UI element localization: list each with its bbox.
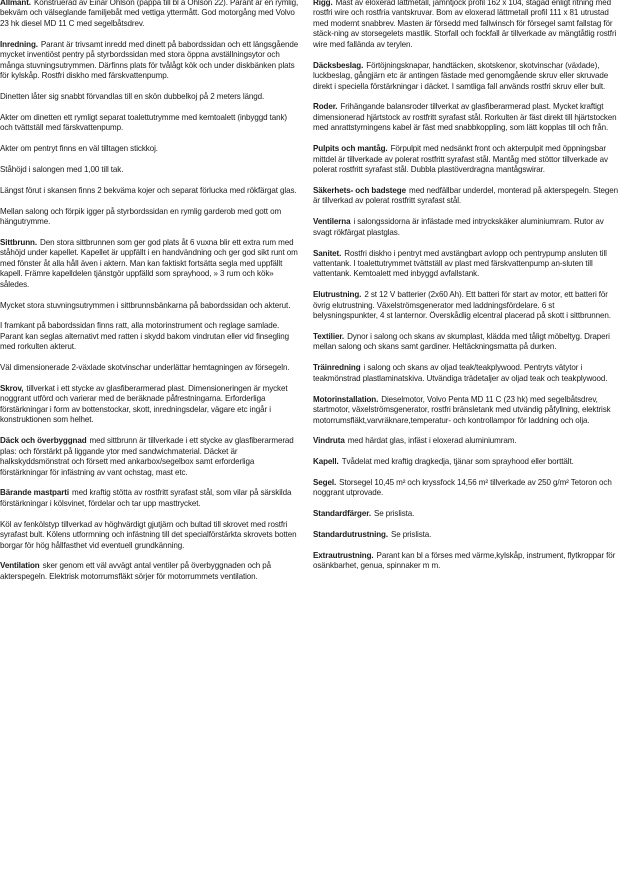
section-heading: Standardutrustning.	[313, 530, 388, 540]
section-heading: Kapell.	[313, 457, 339, 467]
section-heading: Allmänt.	[0, 0, 31, 7]
paragraph-text: Förtöjningsknapar, handtäcken, skotskenor, skotvinschar (växlade), luckbeslag, gångjärn etc är antingen fästade med genomgående skruv eller skruvade direkt i speciella förstärkningar i däcket. I samtliga fall används rostfri skruv eller bult.	[313, 60, 609, 91]
section-heading: Elutrustning.	[313, 290, 362, 300]
section-motorinstallation	[313, 395, 618, 426]
paragraph-text: Ståhöjd i salongen med 1,00 till tak.	[0, 164, 124, 174]
paragraph-text: Parant kan bl a förses med värme,kylskåp, instrument, flytkroppar för osänkbarhet, genua, spinnaker m m.	[313, 551, 616, 571]
section-standardfarger	[313, 509, 618, 519]
paragraph-text: Rostfri diskho i pentryt med avstängbart avlopp och pentrypump ansluten till vattentank. I toalettutrymmet tvättställ av plast med färskvattenpump an-sluten till vattentank. Kemtoalett med inbyggd avfallstank.	[313, 248, 607, 279]
section-sakerhets-och-badstege	[313, 186, 618, 207]
paragraph-text: sker genom ett väl avvägt antal ventiler på överbyggnaden och på akterspegeln. Elektrisk motorrumsfläkt sörjer för motorrummets ventilation.	[0, 561, 272, 581]
section-heading: Roder.	[313, 102, 338, 112]
paragraph-text: Mycket stora stuvningsutrymmen i sittbrunnsbänkarna på babordssidan och akterut.	[0, 300, 291, 310]
paragraph-text: Längst förut i skansen finns 2 bekväma kojer och separat förlucka med rökfärgat glas.	[0, 185, 297, 195]
paragraph-text: i salongssidorna är infästade med intryckskäker aluminiumram. Rutor av svagt rökfärgat plastglas.	[313, 217, 604, 237]
paragraph-text: Köl av fenkölstyp tillverkad av höghvärdigt gjutjärn och bultad till skrovet med rostfri syrafast bult. Kölens utformning och infästning till det specialförstärkta skrovets botten borgar för hög hållfasthet vid eventuell grundkänning.	[0, 519, 297, 550]
section-heading: Standardfärger.	[313, 509, 371, 519]
section-elutrustning	[313, 290, 618, 321]
body-paragraph	[0, 363, 300, 373]
section-heading: Extrautrustning.	[313, 551, 374, 561]
paragraph-text: i salong och skans av oljad teak/teakplywood. Pentryts vätytor i teakmönstrad plastlaminatskiva. Utvändiga trädetaljer av oljad teak och teakplywood.	[313, 363, 608, 383]
section-pulpits-och-mantag	[313, 144, 618, 175]
body-paragraph	[0, 186, 300, 196]
paragraph-text: Konstruerad av Einar Ohlson (pappa till bl a Ohlson 22). Parant är en rymlig, bekväm och välseglande familjebåt med vettiga yttermått. God motorgång med Volvo 23 hk diesel MD 11 C med segelbåtsdrev.	[0, 0, 299, 28]
paragraph-text: Akter om pentryt finns en väl tilltagen stickkoj.	[0, 144, 158, 154]
section-heading: Däck och överbyggnad	[0, 436, 87, 446]
section-sittbrunn	[0, 238, 300, 290]
paragraph-text: I framkant på babordssidan finns ratt, alla motorinstrument och reglage samlade. Parant kan seglas alternativt med ratten i skydd bakom vindrutan eller vid finsegling med rorkulten akterut.	[0, 321, 289, 352]
section-heading: Säkerhets- och badstege	[313, 185, 406, 195]
paragraph-text: Se prislista.	[373, 509, 415, 519]
section-heading: Sanitet.	[313, 248, 342, 258]
section-heading: Textilier.	[313, 332, 345, 341]
left-text-column	[0, 0, 300, 875]
section-vindruta	[313, 436, 618, 446]
section-extrautrustning	[313, 551, 618, 572]
paragraph-text: med härdat glas, infäst i eloxerad aluminiumram.	[347, 436, 517, 446]
section-dacksbeslag	[313, 61, 618, 92]
paragraph-text: Se prislista.	[391, 530, 432, 540]
section-heading: Pulpits och mantåg.	[313, 144, 388, 154]
section-kapell	[313, 457, 618, 467]
section-sanitet	[313, 249, 618, 280]
section-allmant	[0, 0, 300, 29]
paragraph-text: Dynor i salong och skans av skumplast, klädda med tåligt möbeltyg. Draperi mellan salong och skans samt gardiner. Heltäckningsmatta på durken.	[313, 332, 610, 352]
paragraph-text: Frihängande balansroder tillverkat av glasfiberarmerad plast. Mycket kraftigt dimensionerad hjärtstock av rostfritt syrafast stål. Rorkulten är fäst direkt till hjärtstocken med anrattstyrningens kabel är fäst med snabbkoppling, som lätt kopplas till och från.	[313, 102, 617, 133]
body-paragraph	[0, 520, 300, 551]
paragraph-text: Den stora sittbrunnen som ger god plats åt 6 vuxna blir ett extra rum med ståhöjd under kapellet. Kapellet är uppfällt i en handvändning och ger god sikt runt om med fönster åt alla håll även i aktern. Man kan faktiskt fortsätta segla med uppfällt kapell. Främre kapelldelen tjänstgör uppfälld som sprayhood, » 3 rum och kök» således.	[0, 237, 298, 289]
section-trainredning	[313, 363, 618, 384]
paragraph-text: Parant är trivsamt inredd med dinett på babordssidan och ett längsgående mycket inventiöst pentry på styrbordssidan med stora öppna avställningsytor och många stuvningsutrymmen. Därfinns plats för tvålågt kök och under diskbänken plats för kylskåp. Rostfri diskho med färskvattenpump.	[0, 39, 299, 81]
section-heading: Bärande mastparti	[0, 488, 69, 498]
paragraph-text: tillverkat i ett stycke av glasfiberarmerad plast. Dimensioneringen är mycket noggrant utförd och varierar med de beräknade påfrestningarna. Erforderliga förstärkningar i form av bottenstockar, skott, inredningsdelar, vägare etc ingår i konstruktionen som helhet.	[0, 384, 288, 425]
body-paragraph	[0, 144, 300, 154]
section-heading: Inredning.	[0, 39, 38, 49]
paragraph-text: med kraftig stötta av rostfritt syrafast stål, som vilar på särskilda förstärkningar i kölsvinet, fördelar och tar upp masttrycket.	[0, 488, 292, 508]
section-heading: Motorinstallation.	[313, 394, 379, 404]
paragraph-text: Dieselmotor, Volvo Penta MD 11 C (23 hk) med segelbåtsdrev, startmotor, växelströmsgenerator, rostfri bränsletank med utvändig påfyllning, elektrisk motorrumsfläkt,varvräknare,temperatur- och kontrollampor för laddning och olja.	[313, 394, 611, 425]
paragraph-text: Väl dimensionerade 2-växlade skotvinschar underlättar hemtagningen av försegeln.	[0, 363, 290, 373]
section-standardutrustning	[313, 530, 618, 540]
section-heading: Rigg.	[313, 0, 333, 7]
section-skrov	[0, 384, 300, 426]
body-paragraph	[0, 207, 300, 228]
section-heading: Segel.	[313, 478, 337, 488]
section-roder	[313, 102, 618, 133]
section-heading: Vindruta	[313, 436, 345, 446]
body-paragraph	[0, 113, 300, 134]
right-text-column	[313, 0, 618, 875]
section-heading: Skrov,	[0, 384, 24, 394]
section-heading: Däcksbeslag.	[313, 60, 364, 70]
body-paragraph	[0, 165, 300, 175]
paragraph-text: med nedfällbar underdel, monterad på akterspegeln. Stegen är tillverkad av polerat rostfritt syrafast stål.	[313, 185, 618, 206]
paragraph-text: 2 st 12 V batterier (2x60 Ah). Ett batteri för start av motor, ett batteri för övrig elutrustning. Växelströmsgenerator med laddningsfördelare. 6 st belysningspunkter, 4 st lanternor. Överskådlig elcentral placerad på skott i sittbrunnen.	[313, 290, 611, 321]
body-paragraph	[0, 92, 300, 102]
section-heading: Sittbrunn.	[0, 237, 37, 247]
section-heading: Ventilation	[0, 561, 40, 571]
paragraph-text: med sittbrunn är tillverkade i ett stycke av glasfiberarmerad plas: och förstärkt på liggande ytor med sandwichmaterial. Däcket är halkskyddsmönstrat och försett med ankarbox/segelbox samt erforderliga förstärkningar för infästning av vant ochstag, mast etc.	[0, 436, 294, 477]
section-heading: Träinredning	[313, 363, 361, 373]
body-paragraph	[0, 301, 300, 311]
section-textilier	[313, 332, 618, 353]
body-paragraph	[0, 321, 300, 352]
section-ventilerna	[313, 217, 618, 238]
paragraph-text: Mellan salong och förpik igger på styrbordssidan en rymlig garderob med gott om hängutrymme.	[0, 206, 282, 227]
section-rigg	[313, 0, 618, 50]
section-dack-och-overbyggnad	[0, 436, 300, 478]
section-ventilation	[0, 561, 300, 582]
section-barande-mastparti	[0, 488, 300, 509]
paragraph-text: Mast av eloxerad lättmetall, jämntjock profil 162 x 104, stagad enligt ritning med rostfri wire och rostfria vantskruvar. Bom av eloxerad lättmetall profil 111 x 81 utrustad med modernt snabbrev. Masten är försedd med fallwinsch för försegel samt fallstag för stäck-ning av storsegelets mastlik. Storfall och fockfall är tillverkade av mängtåtlig rostfri wire med fallända av terylen.	[313, 0, 617, 49]
paragraph-text: Tvådelat med kraftig dragkedja, tjänar som sprayhood eller borttält.	[341, 457, 574, 467]
paragraph-text: Dinetten låter sig snabbt förvandlas till en skön dubbelkoj på 2 meters längd.	[0, 91, 265, 101]
paragraph-text: Förpulpit med nedsänkt front och akterpulpit med öppningsbar mittdel är tillverkade av polerat rostfritt syrafast stål. Mantåg med stöttor tillverkade av polerat rostfritt syrafast stål. Dubbla plastöverdragna mantågswirar.	[313, 144, 608, 175]
paragraph-text: Akter om dinetten ett rymligt separat toalettutrymme med kemtoalett (inbyggd tank) och tvättställ med färskvattenpump.	[0, 112, 287, 133]
paragraph-text: Storsegel 10,45 m² och kryssfock 14,56 m² tillverkade av 250 g/m² Tetoron och noggrant utprovade.	[313, 478, 612, 498]
section-heading: Ventilerna	[313, 217, 351, 227]
section-segel	[313, 478, 618, 499]
section-inredning	[0, 40, 300, 82]
